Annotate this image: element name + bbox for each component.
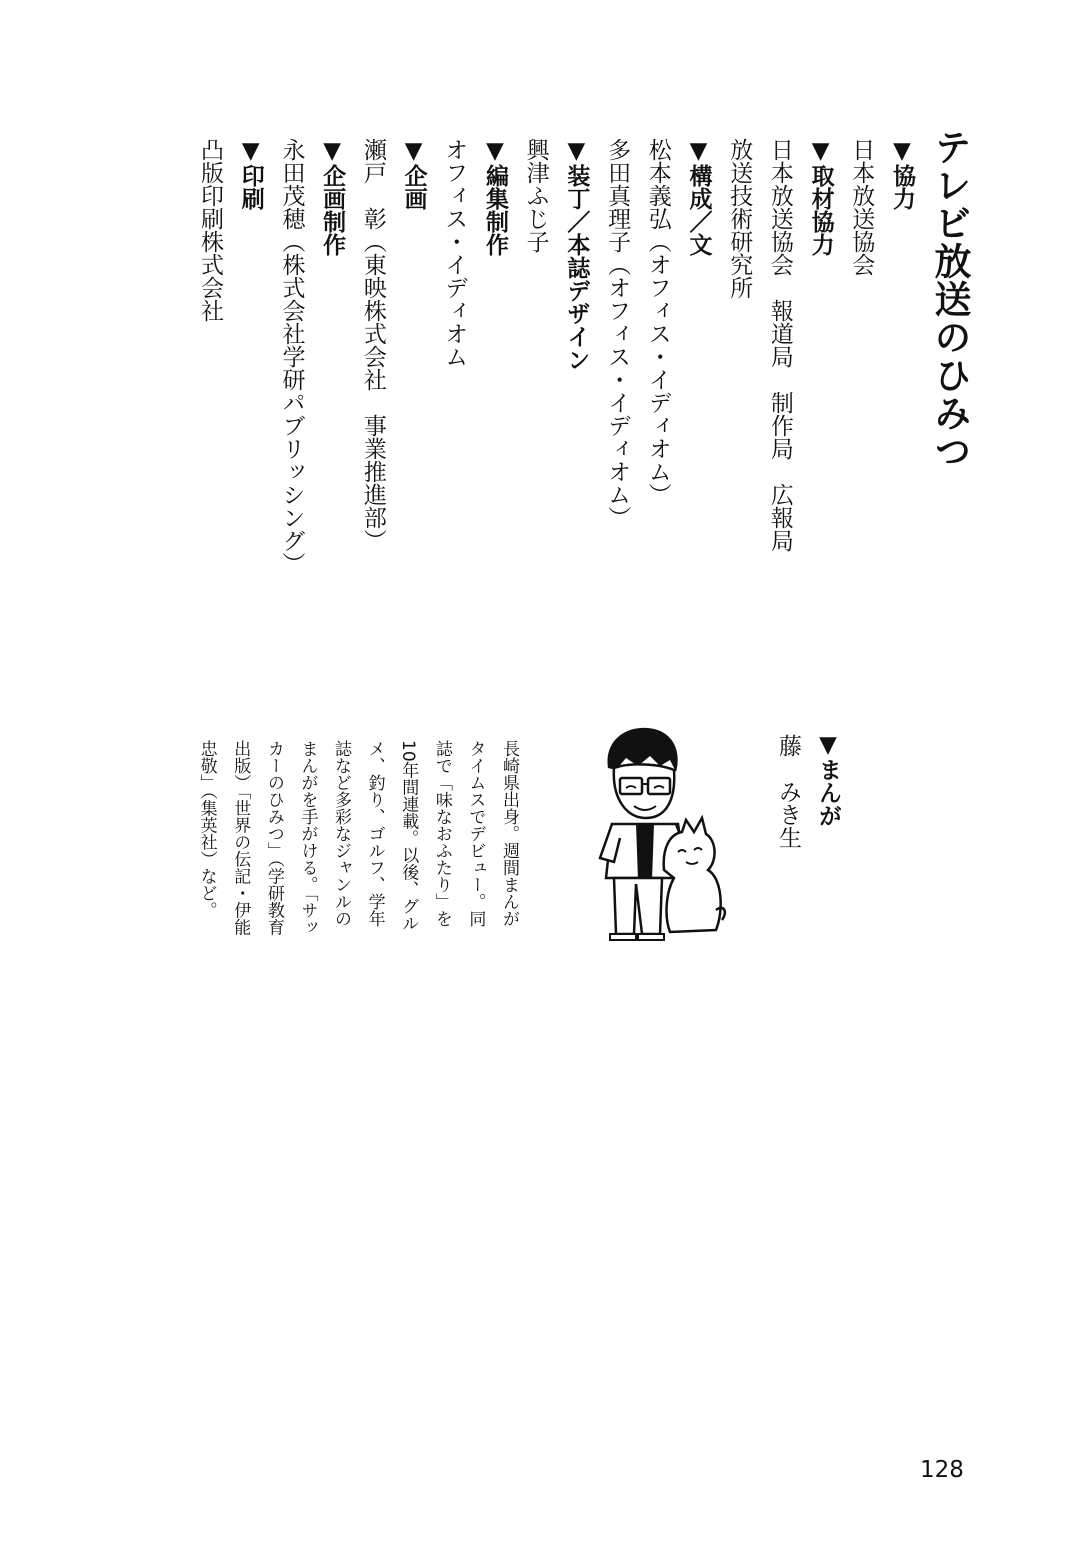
bio-line: メ、釣り、ゴルフ、学年 [364, 740, 385, 927]
credit-line: 永田茂穂（株式会社学研パブリッシング） [278, 138, 305, 575]
credit-heading: ▼装丁／本誌デザイン [563, 138, 590, 371]
artist-and-dog-illustration-icon [590, 720, 730, 945]
manga-credit [768, 732, 848, 849]
bio-line: 出版）「世界の伝記・伊能 [230, 740, 251, 936]
bio-line: 忠敬」（集英社）など。 [196, 740, 217, 919]
credit-line: 日本放送協会 報道局 制作局 広報局 [766, 138, 793, 552]
credit-line: 凸版印刷株式会社 [197, 138, 224, 322]
credit-heading: ▼企画 [400, 138, 427, 210]
credit-heading: ▼構成／文 [685, 138, 712, 256]
credit-line: 興津ふじ子 [522, 138, 549, 253]
bio-line: 10年間連載。以後、グル [398, 740, 419, 932]
credit-line: 瀬戸 彰（東映株式会社 事業推進部） [359, 138, 386, 552]
credits-list [189, 138, 922, 738]
artist-bio [196, 740, 525, 950]
credit-heading: ▼協力 [889, 138, 915, 210]
credit-line: オフィス・イディオム [441, 138, 468, 368]
bio-line: 長崎県出身。週間まんが [499, 740, 519, 927]
credit-heading: ▼印刷 [237, 138, 264, 210]
credit-line: 多田真理子（オフィス・イディオム） [604, 138, 631, 529]
manga-artist-name: 藤 みき生 [775, 734, 801, 849]
credit-line: 放送技術研究所 [726, 138, 753, 299]
bio-line: 誌で「味なおふたり」を [431, 740, 452, 927]
bio-line: タイムスでデビュー。同 [465, 740, 486, 927]
credit-heading: ▼企画制作 [319, 138, 346, 256]
credit-heading: ▼編集制作 [481, 138, 508, 256]
credit-heading: ▼取材協力 [807, 138, 834, 256]
manga-heading: ▼まんが [815, 732, 841, 827]
bio-line: まんがを手がける。「サッ [297, 740, 318, 936]
credit-line: 日本放送協会 [848, 138, 875, 276]
bio-line: カーのひみつ」（学研教育 [263, 740, 284, 936]
page-number: 128 [920, 1457, 964, 1483]
page-title: テレビ放送のひみつ [928, 128, 971, 470]
bio-line: 誌など多彩なジャンルの [331, 740, 352, 927]
credit-line: 松本義弘（オフィス・イディオム） [644, 138, 671, 506]
